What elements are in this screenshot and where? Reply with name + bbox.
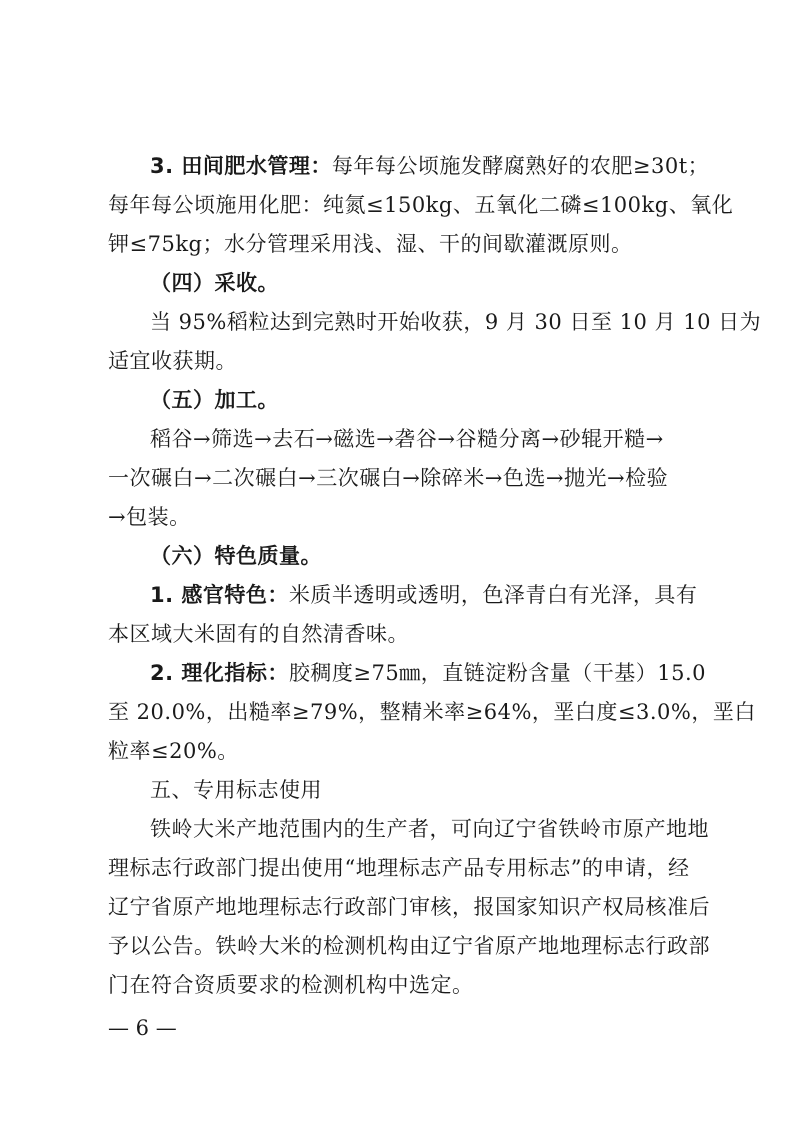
fertilizer-line-1 [150, 148, 710, 184]
physchem-text-1: 胶稠度≥75㎜，直链淀粉含量（干基）15.0 [288, 661, 706, 685]
physchem-line-3: 粒率≤20%。 [108, 739, 239, 763]
sensory-label: 1. 感官特色： [150, 583, 289, 607]
fertilizer-line-2: 每年每公顷施用化肥：纯氮≤150kg、五氧化二磷≤100kg、氧化 [108, 193, 734, 217]
physchem-line-1 [150, 655, 710, 691]
processing-line-3: →包装。 [108, 505, 191, 529]
mark-line-4: 予以公告。铁岭大米的检测机构由辽宁省原产地地理标志行政部 [108, 934, 710, 958]
sensory-text-1: 米质半透明或透明，色泽青白有光泽，具有 [288, 583, 698, 607]
harvest-line-1: 当 95%稻粒达到完熟时开始收获，9 月 30 日至 10 月 10 日为 [150, 310, 762, 334]
mark-line-1: 铁岭大米产地范围内的生产者，可向辽宁省铁岭市原产地地 [150, 817, 709, 841]
mark-line-5: 门在符合资质要求的检测机构中选定。 [108, 973, 474, 997]
quality-heading: （六）特色质量。 [150, 544, 322, 568]
sensory-line-2: 本区域大米固有的自然清香味。 [108, 622, 409, 646]
fertilizer-line-3: 钾≤75kg；水分管理采用浅、湿、干的间歇灌溉原则。 [108, 232, 633, 256]
fertilizer-label: 3. 田间肥水管理： [150, 154, 332, 178]
mark-line-3: 辽宁省原产地地理标志行政部门审核，报国家知识产权局核准后 [108, 895, 710, 919]
harvest-line-2: 适宜收获期。 [108, 349, 237, 373]
processing-line-1: 稻谷→筛选→去石→磁选→砻谷→谷糙分离→砂辊开糙→ [150, 427, 664, 451]
harvest-heading: （四）采收。 [150, 271, 279, 295]
processing-heading: （五）加工。 [150, 388, 279, 412]
sensory-line-1 [150, 577, 710, 613]
fertilizer-text-1: 每年每公顷施发酵腐熟好的农肥≥30t； [331, 154, 710, 178]
page-number: — 6 — [108, 1016, 177, 1040]
physchem-label: 2. 理化指标： [150, 661, 289, 685]
mark-line-2: 理标志行政部门提出使用“地理标志产品专用标志”的申请，经 [108, 856, 690, 880]
mark-heading: 五、专用标志使用 [150, 778, 322, 802]
processing-line-2: 一次碾白→二次碾白→三次碾白→除碎米→色选→抛光→检验 [108, 466, 669, 490]
physchem-line-2: 至 20.0%，出糙率≥79%，整精米率≥64%，垩白度≤3.0%，垩白 [108, 700, 756, 724]
